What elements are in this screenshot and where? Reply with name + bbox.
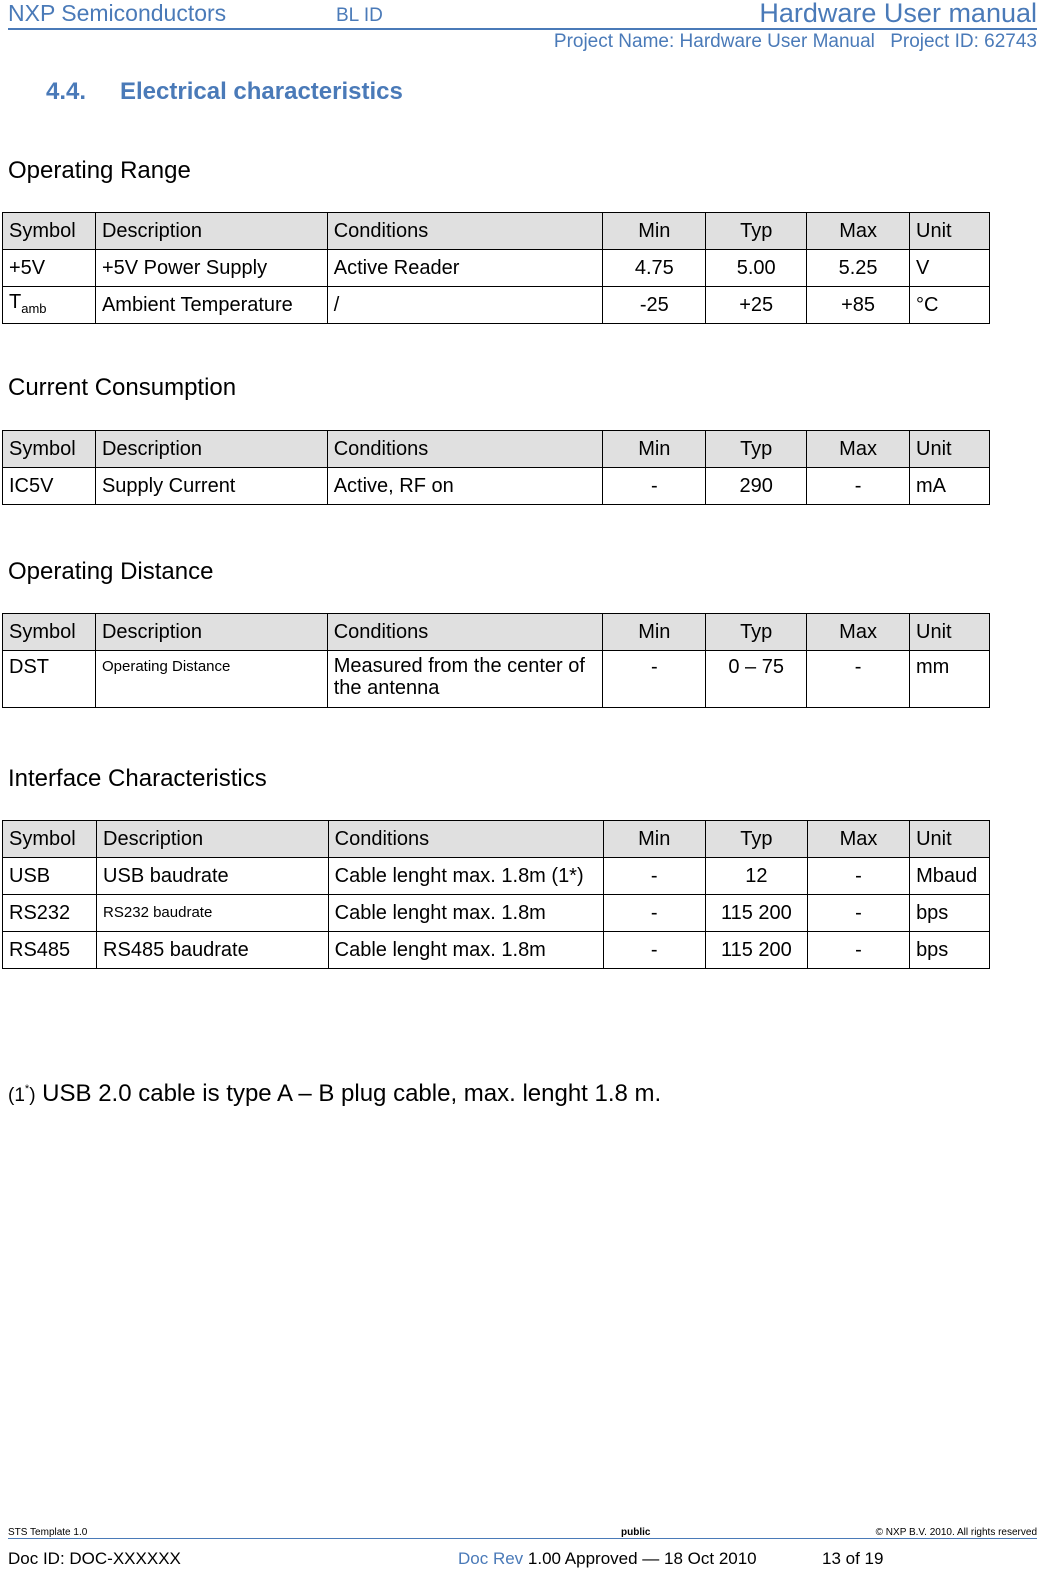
header-rule [8, 28, 1037, 30]
conditions-cell: Measured from the center of the antenna [327, 651, 603, 708]
table-header-row [3, 821, 990, 858]
footnote-mark-open: (1 [8, 1085, 25, 1106]
column-header: Symbol [3, 821, 97, 858]
max-cell: 5.25 [807, 250, 910, 287]
column-header: Description [95, 213, 327, 250]
column-header: Typ [706, 614, 807, 651]
table-row [3, 858, 990, 895]
symbol-cell: RS232 [3, 895, 97, 932]
min-cell: - [603, 468, 706, 505]
description-cell: RS232 baudrate [97, 895, 329, 932]
unit-cell: Mbaud [910, 858, 990, 895]
description-cell: +5V Power Supply [95, 250, 327, 287]
column-header: Typ [706, 431, 807, 468]
min-cell: - [603, 895, 705, 932]
operating-distance-heading: Operating Distance [8, 558, 214, 585]
doc-revision [458, 1549, 757, 1569]
footnote-mark-close: ) [29, 1085, 36, 1106]
symbol-cell: RS485 [3, 932, 97, 969]
column-header: Min [603, 213, 706, 250]
column-header: Typ [705, 821, 807, 858]
page-number: 13 of 19 [822, 1549, 884, 1568]
min-cell: -25 [603, 287, 706, 324]
project-info [544, 31, 1037, 53]
column-header: Conditions [327, 213, 603, 250]
table-header-row [3, 213, 990, 250]
table-row [3, 895, 990, 932]
column-header: Symbol [3, 213, 96, 250]
footnote-mark-star: * [24, 1083, 30, 1095]
description-cell: Ambient Temperature [95, 287, 327, 324]
current-consumption-table [2, 430, 990, 505]
footnote [8, 1080, 661, 1108]
column-header: Min [603, 614, 706, 651]
unit-cell: mm [910, 651, 990, 708]
doc-rev-value: 1.00 Approved — 18 Oct 2010 [527, 1549, 757, 1568]
column-header: Conditions [327, 431, 603, 468]
column-header: Typ [706, 213, 807, 250]
project-name: Project Name: Hardware User Manual [553, 31, 875, 52]
table-row [3, 468, 990, 505]
column-header: Description [97, 821, 329, 858]
table-row [3, 287, 990, 324]
current-consumption-heading: Current Consumption [8, 374, 237, 401]
max-cell: - [807, 932, 909, 969]
doc-id: Doc ID: DOC-XXXXXX [8, 1549, 181, 1568]
interface-characteristics-table [2, 820, 990, 969]
operating-distance-table [2, 613, 990, 708]
max-cell: - [807, 895, 909, 932]
footer-rule [8, 1538, 1037, 1539]
typ-cell: 0 – 75 [706, 651, 807, 708]
column-header: Max [807, 821, 909, 858]
description-cell: USB baudrate [97, 858, 329, 895]
unit-cell: mA [910, 468, 990, 505]
column-header: Unit [910, 821, 990, 858]
footnote-text: USB 2.0 cable is type A – B plug cable, max. lenght 1.8 m. [35, 1080, 662, 1107]
column-header: Symbol [3, 614, 96, 651]
column-header: Max [807, 431, 910, 468]
classification: public [621, 1527, 651, 1538]
typ-cell: 115 200 [705, 932, 807, 969]
operating-range-table [2, 212, 990, 324]
typ-cell: 115 200 [705, 895, 807, 932]
conditions-cell: Active Reader [327, 250, 603, 287]
unit-cell: bps [910, 932, 990, 969]
column-header: Max [807, 213, 910, 250]
symbol-main: T [9, 290, 22, 313]
column-header: Unit [910, 213, 990, 250]
symbol-cell: DST [3, 651, 96, 708]
table-row [3, 932, 990, 969]
max-cell: - [807, 651, 910, 708]
min-cell: - [603, 651, 706, 708]
table-row [3, 250, 990, 287]
section-number: 4.4. [46, 78, 87, 105]
conditions-cell: Cable lenght max. 1.8m (1*) [328, 858, 603, 895]
min-cell: - [603, 858, 705, 895]
symbol-cell: USB [3, 858, 97, 895]
conditions-cell: / [327, 287, 603, 324]
table-row [3, 651, 990, 708]
unit-cell: °C [910, 287, 990, 324]
table-header-row [3, 431, 990, 468]
description-cell: Operating Distance [95, 651, 327, 708]
column-header: Max [807, 614, 910, 651]
description-cell: RS485 baudrate [97, 932, 329, 969]
min-cell: 4.75 [603, 250, 706, 287]
max-cell: - [807, 858, 909, 895]
column-header: Conditions [327, 614, 603, 651]
interface-characteristics-heading: Interface Characteristics [8, 765, 267, 792]
column-header: Symbol [3, 431, 96, 468]
description-cell: Supply Current [95, 468, 327, 505]
typ-cell: 5.00 [706, 250, 807, 287]
symbol-cell [3, 287, 96, 324]
typ-cell: +25 [706, 287, 807, 324]
section-title: Electrical characteristics [120, 78, 403, 105]
conditions-cell: Active, RF on [327, 468, 603, 505]
symbol-cell: IC5V [3, 468, 96, 505]
column-header: Min [603, 431, 706, 468]
typ-cell: 290 [706, 468, 807, 505]
min-cell: - [603, 932, 705, 969]
bl-id: BL ID [336, 5, 383, 26]
symbol-cell: +5V [3, 250, 96, 287]
column-header: Description [95, 431, 327, 468]
unit-cell: bps [910, 895, 990, 932]
column-header: Description [95, 614, 327, 651]
company-name: NXP Semiconductors [8, 0, 227, 26]
conditions-cell: Cable lenght max. 1.8m [328, 932, 603, 969]
max-cell: - [807, 468, 910, 505]
typ-cell: 12 [705, 858, 807, 895]
column-header: Unit [910, 431, 990, 468]
project-id: Project ID: 62743 [890, 31, 1037, 52]
column-header: Unit [910, 614, 990, 651]
max-cell: +85 [807, 287, 910, 324]
table-header-row [3, 614, 990, 651]
operating-range-heading: Operating Range [8, 157, 191, 184]
copyright: © NXP B.V. 2010. All rights reserved [875, 1527, 1037, 1538]
unit-cell: V [910, 250, 990, 287]
doc-rev-label: Doc Rev [458, 1549, 524, 1568]
template-version: STS Template 1.0 [8, 1527, 88, 1538]
column-header: Conditions [328, 821, 603, 858]
symbol-subscript: amb [21, 300, 47, 316]
conditions-cell: Cable lenght max. 1.8m [328, 895, 603, 932]
column-header: Min [603, 821, 705, 858]
document-title: Hardware User manual [759, 0, 1037, 28]
